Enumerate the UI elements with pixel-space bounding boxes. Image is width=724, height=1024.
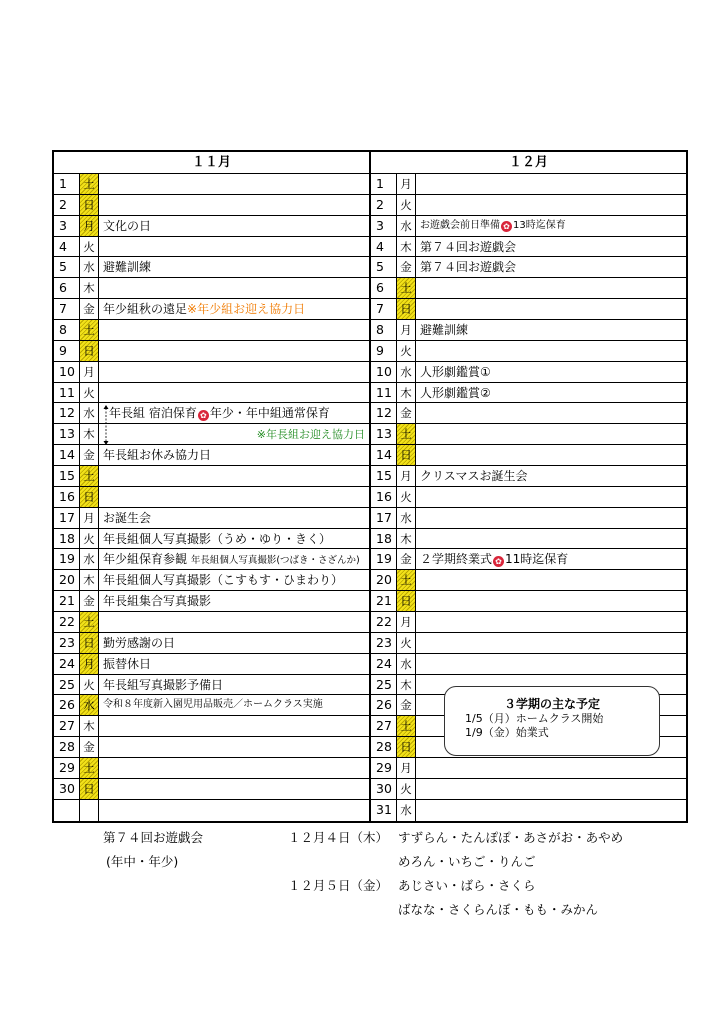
weekday: 金 (80, 299, 99, 319)
weekday: 金 (80, 737, 99, 757)
day-number: 4 (371, 237, 397, 257)
calendar-row (371, 529, 686, 550)
event-cell (99, 424, 369, 444)
calendar-row (371, 237, 686, 258)
event-cell (416, 320, 686, 340)
event-cell (416, 362, 686, 382)
weekday: 木 (80, 570, 99, 590)
day-number: 12 (54, 403, 80, 423)
event-cell (99, 549, 369, 569)
weekday: 月 (397, 466, 416, 486)
day-number: 9 (54, 341, 80, 361)
day-number: 16 (54, 487, 80, 507)
event-cell (416, 257, 686, 277)
event-cell (99, 403, 369, 423)
event-cell (99, 508, 369, 528)
calendar-row (371, 654, 686, 675)
event-cell (99, 257, 369, 277)
event-text: 年少組保育参観 (103, 552, 191, 567)
calendar-row (54, 174, 369, 195)
event-cell (416, 174, 686, 194)
day-number: 10 (54, 362, 80, 382)
weekday: 水 (80, 403, 99, 423)
third-term-line-1: 1/5（月）ホームクラス開始 (465, 712, 604, 725)
day-number: 8 (371, 320, 397, 340)
event-cell (99, 654, 369, 674)
day-number (54, 800, 80, 821)
event-text: 避難訓練 (103, 260, 152, 275)
weekday: 火 (397, 341, 416, 361)
day-number: 10 (371, 362, 397, 382)
day-number: 14 (371, 445, 397, 465)
day-number: 5 (371, 257, 397, 277)
calendar-row (54, 341, 369, 362)
weekday (80, 800, 99, 821)
weekday: 金 (397, 403, 416, 423)
weekday: 日 (80, 633, 99, 653)
day-number: 23 (54, 633, 80, 653)
weekday: 日 (397, 737, 416, 757)
weekday: 水 (397, 508, 416, 528)
pickup-note: ※年長組お迎え協力日 (256, 428, 365, 442)
weekday: 火 (80, 383, 99, 403)
event-cell (99, 800, 369, 821)
calendar-row (371, 403, 686, 424)
weekday: 水 (397, 362, 416, 382)
calendar-row (54, 195, 369, 216)
event-cell (416, 424, 686, 444)
weekday: 日 (397, 591, 416, 611)
event-cell (416, 508, 686, 528)
calendar-row (371, 466, 686, 487)
star-badge-icon: ✿ (501, 221, 512, 232)
event-cell (416, 403, 686, 423)
day-number: 13 (371, 424, 397, 444)
calendar-row (54, 570, 369, 591)
event-text: 人形劇鑑賞② (420, 385, 491, 400)
calendar-row (371, 257, 686, 278)
event-text: 年長組写真撮影予備日 (103, 677, 224, 692)
event-cell (416, 654, 686, 674)
footer-day1-classes-2: めろん・いちご・りんご (398, 854, 536, 869)
day-number: 26 (371, 695, 397, 715)
event-cell (416, 758, 686, 778)
footer-event-group: (年中・年少) (106, 854, 179, 869)
calendar-row (371, 445, 686, 466)
day-number: 6 (54, 278, 80, 298)
calendar-row (54, 612, 369, 633)
footer-day1-date: １２月４日（木） (288, 830, 389, 845)
calendar-row (54, 237, 369, 258)
weekday: 金 (397, 257, 416, 277)
event-cell (416, 466, 686, 486)
weekday: 月 (80, 216, 99, 236)
calendar-row (54, 216, 369, 237)
weekday: 土 (80, 612, 99, 632)
day-number: 18 (371, 529, 397, 549)
weekday: 水 (80, 549, 99, 569)
event-cell (416, 549, 686, 569)
event-text: 年長組個人写真撮影（こすもす・ひまわり） (103, 573, 344, 588)
event-cell (416, 529, 686, 549)
event-text: 避難訓練 (420, 323, 469, 338)
weekday: 月 (80, 654, 99, 674)
weekday: 土 (397, 570, 416, 590)
day-number: 8 (54, 320, 80, 340)
event-cell (99, 570, 369, 590)
event-text: 年長組集合写真撮影 (103, 594, 212, 609)
weekday: 土 (397, 278, 416, 298)
weekday: 土 (80, 174, 99, 194)
calendar-row (371, 341, 686, 362)
event-cell (99, 487, 369, 507)
calendar-row (54, 549, 369, 570)
calendar-row (371, 299, 686, 320)
weekday: 金 (397, 695, 416, 715)
weekday: 木 (80, 278, 99, 298)
event-text: 令和８年度新入園児用品販売／ホームクラス実施 (103, 699, 323, 711)
weekday: 火 (80, 529, 99, 549)
calendar-row (371, 320, 686, 341)
day-number: 25 (54, 675, 80, 695)
day-number: 3 (54, 216, 80, 236)
day-number: 6 (371, 278, 397, 298)
day-number: 11 (54, 383, 80, 403)
footer-day2-classes-2: ばなな・さくらんぼ・もも・みかん (398, 902, 599, 917)
day-number: 21 (54, 591, 80, 611)
event-cell (416, 633, 686, 653)
weekday: 日 (397, 299, 416, 319)
calendar-row (54, 299, 369, 320)
weekday: 土 (397, 716, 416, 736)
day-number: 31 (371, 800, 397, 821)
footer-day2-date: １２月５日（金） (288, 878, 389, 893)
weekday: 日 (80, 341, 99, 361)
calendar-row (371, 487, 686, 508)
event-cell (416, 570, 686, 590)
calendar-row (371, 758, 686, 779)
day-number: 19 (371, 549, 397, 569)
weekday: 土 (80, 758, 99, 778)
event-text: 第７４回お遊戯会 (420, 260, 517, 275)
calendar-row (371, 362, 686, 383)
calendar-row (54, 695, 369, 716)
calendar-row (371, 216, 686, 237)
weekday: 土 (80, 320, 99, 340)
footer-event-title: 第７４回お遊戯会 (103, 830, 204, 845)
calendar-row (54, 445, 369, 466)
calendar-row (371, 278, 686, 299)
event-cell (99, 195, 369, 215)
event-text: ２学期終業式 (420, 552, 493, 567)
weekday: 月 (80, 362, 99, 382)
weekday: 水 (397, 800, 416, 821)
november-column (54, 174, 371, 821)
weekday: 木 (80, 716, 99, 736)
day-number: 4 (54, 237, 80, 257)
calendar-row (371, 779, 686, 800)
event-cell (99, 278, 369, 298)
event-cell (99, 445, 369, 465)
event-cell (99, 362, 369, 382)
weekday: 水 (397, 216, 416, 236)
calendar-row (371, 570, 686, 591)
weekday: 木 (397, 529, 416, 549)
event-cell (99, 299, 369, 319)
event-text: 年長組個人写真撮影（うめ・ゆり・きく） (103, 531, 332, 546)
weekday: 木 (397, 675, 416, 695)
event-text: 年長組 宿泊保育 (109, 406, 197, 421)
day-number: 15 (54, 466, 80, 486)
event-cell (99, 174, 369, 194)
event-cell (416, 487, 686, 507)
day-number: 1 (371, 174, 397, 194)
calendar-row (371, 508, 686, 529)
event-text: 勤労感謝の日 (103, 635, 176, 650)
event-text-2: 年少・年中組通常保育 (209, 406, 330, 421)
event-cell (99, 529, 369, 549)
event-text: 振替休日 (103, 656, 152, 671)
calendar-row (54, 716, 369, 737)
calendar-row (371, 612, 686, 633)
weekday: 日 (80, 779, 99, 799)
event-cell (416, 383, 686, 403)
calendar-row (54, 362, 369, 383)
weekday: 水 (397, 654, 416, 674)
calendar-row (371, 174, 686, 195)
day-number: 20 (371, 570, 397, 590)
day-number: 20 (54, 570, 80, 590)
day-number: 11 (371, 383, 397, 403)
day-number: 30 (371, 779, 397, 799)
day-number: 26 (54, 695, 80, 715)
event-cell (99, 716, 369, 736)
calendar-row (54, 529, 369, 550)
event-text-2: 13時迄保育 (513, 219, 566, 231)
weekday: 火 (397, 487, 416, 507)
calendar-row (371, 424, 686, 445)
event-text: クリスマスお誕生会 (420, 469, 528, 484)
day-number: 5 (54, 257, 80, 277)
calendar-row (54, 320, 369, 341)
event-cell (416, 278, 686, 298)
calendar-row (371, 800, 686, 821)
day-number: 30 (54, 779, 80, 799)
calendar-row (371, 195, 686, 216)
day-number: 1 (54, 174, 80, 194)
day-number: 29 (54, 758, 80, 778)
third-term-title: ３学期の主な予定 (503, 697, 600, 711)
calendar-row (54, 383, 369, 404)
event-cell (99, 779, 369, 799)
event-cell (416, 299, 686, 319)
day-number: 28 (371, 737, 397, 757)
calendar-row (54, 779, 369, 800)
event-cell (99, 320, 369, 340)
event-cell (99, 237, 369, 257)
day-number: 2 (371, 195, 397, 215)
month-header-december: １２月 (508, 155, 548, 170)
event-cell (416, 195, 686, 215)
event-cell (416, 237, 686, 257)
day-number: 12 (371, 403, 397, 423)
event-cell (99, 675, 369, 695)
event-cell (416, 445, 686, 465)
weekday: 金 (80, 591, 99, 611)
day-number: 19 (54, 549, 80, 569)
weekday: 金 (80, 445, 99, 465)
weekday: 月 (397, 174, 416, 194)
event-cell (99, 633, 369, 653)
event-cell (416, 591, 686, 611)
day-number: 24 (54, 654, 80, 674)
day-number: 28 (54, 737, 80, 757)
calendar-row (54, 466, 369, 487)
calendar-header (54, 152, 686, 174)
calendar-row (54, 800, 369, 821)
event-subtext: 年長組個人写真撮影(つばき・さざんか) (190, 555, 360, 567)
day-number: 2 (54, 195, 80, 215)
weekday: 月 (397, 320, 416, 340)
double-arrow-icon (102, 405, 110, 445)
calendar-row (54, 675, 369, 696)
day-number: 14 (54, 445, 80, 465)
calendar-row (54, 508, 369, 529)
weekday: 日 (80, 195, 99, 215)
day-number: 22 (54, 612, 80, 632)
third-term-line-2: 1/9（金）始業式 (465, 726, 549, 739)
third-term-schedule-box (444, 686, 660, 756)
star-badge-icon: ✿ (198, 410, 209, 421)
event-text: 文化の日 (103, 218, 152, 233)
day-number: 3 (371, 216, 397, 236)
footer-day2-classes-1: あじさい・ばら・さくら (398, 878, 536, 893)
event-text: 人形劇鑑賞① (420, 364, 491, 379)
event-text: 第７４回お遊戯会 (420, 239, 517, 254)
weekday: 火 (397, 779, 416, 799)
weekday: 木 (80, 424, 99, 444)
event-text: お誕生会 (103, 510, 152, 525)
day-number: 13 (54, 424, 80, 444)
day-number: 21 (371, 591, 397, 611)
star-badge-icon: ✿ (493, 556, 504, 567)
calendar-row (371, 383, 686, 404)
day-number: 17 (54, 508, 80, 528)
day-number: 18 (54, 529, 80, 549)
calendar-row (371, 591, 686, 612)
month-header-november: １１月 (54, 152, 371, 173)
weekday: 土 (80, 466, 99, 486)
event-cell (416, 779, 686, 799)
calendar-row (54, 591, 369, 612)
weekday: 木 (397, 383, 416, 403)
calendar-row (54, 633, 369, 654)
event-cell (99, 758, 369, 778)
footer-day1-classes-1: すずらん・たんぽぽ・あさがお・あやめ (398, 830, 624, 845)
calendar-row (54, 654, 369, 675)
day-number: 27 (54, 716, 80, 736)
event-text: 年少組秋の遠足 (103, 302, 188, 317)
calendar-row (54, 257, 369, 278)
event-text-2: 11時迄保育 (505, 552, 569, 567)
event-cell (99, 591, 369, 611)
weekday: 月 (397, 612, 416, 632)
weekday: 水 (80, 257, 99, 277)
event-cell (99, 466, 369, 486)
day-number: 17 (371, 508, 397, 528)
weekday: 日 (80, 487, 99, 507)
day-number: 29 (371, 758, 397, 778)
weekday: 火 (397, 195, 416, 215)
event-cell (99, 341, 369, 361)
day-number: 27 (371, 716, 397, 736)
weekday: 水 (80, 695, 99, 715)
event-cell (99, 737, 369, 757)
event-cell (99, 612, 369, 632)
day-number: 24 (371, 654, 397, 674)
day-number: 22 (371, 612, 397, 632)
calendar-row (54, 737, 369, 758)
event-cell (416, 612, 686, 632)
weekday: 金 (397, 549, 416, 569)
calendar-row (371, 633, 686, 654)
event-cell (416, 216, 686, 236)
day-number: 9 (371, 341, 397, 361)
event-cell (416, 800, 686, 821)
weekday: 火 (80, 237, 99, 257)
event-text: 年長組お休み協力日 (103, 448, 212, 463)
weekday: 土 (397, 424, 416, 444)
event-cell (99, 216, 369, 236)
weekday: 火 (80, 675, 99, 695)
event-text: お遊戯会前日準備 (420, 219, 500, 231)
weekday: 日 (397, 445, 416, 465)
calendar-row (54, 487, 369, 508)
event-cell (99, 383, 369, 403)
day-number: 15 (371, 466, 397, 486)
calendar-row (54, 758, 369, 779)
day-number: 25 (371, 675, 397, 695)
day-number: 7 (371, 299, 397, 319)
calendar-row (371, 549, 686, 570)
weekday: 月 (397, 758, 416, 778)
weekday: 火 (397, 633, 416, 653)
event-cell (416, 341, 686, 361)
day-number: 16 (371, 487, 397, 507)
day-number: 23 (371, 633, 397, 653)
weekday: 木 (397, 237, 416, 257)
day-number: 7 (54, 299, 80, 319)
weekday: 月 (80, 508, 99, 528)
event-cell (99, 695, 369, 715)
pickup-note: ※年少組お迎え協力日 (187, 302, 306, 317)
calendar-row (54, 278, 369, 299)
